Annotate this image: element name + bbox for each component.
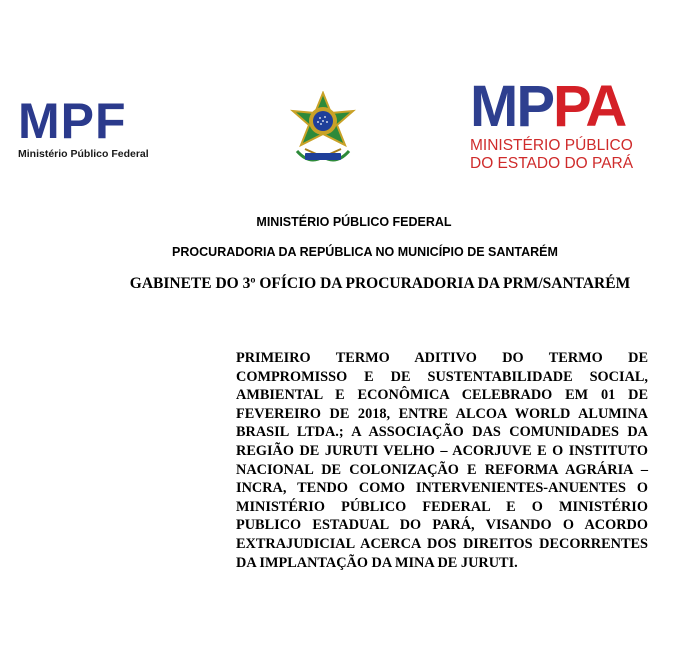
- mppa-logo-mp: MP: [470, 74, 553, 139]
- mppa-logo-pa: PA: [553, 74, 626, 139]
- heading-line-1: MINISTÉRIO PÚBLICO FEDERAL: [256, 215, 452, 229]
- mppa-logo: [470, 74, 670, 178]
- mppa-logo-letters: [470, 74, 670, 139]
- mpf-logo-letters: MPF: [18, 93, 127, 149]
- mpf-logo: [18, 93, 168, 166]
- mppa-logo-line2: DO ESTADO DO PARÁ: [470, 155, 634, 172]
- heading-line-3: GABINETE DO 3º OFÍCIO DA PROCURADORIA DA PRM/SANTARÉM: [129, 275, 631, 292]
- heading-line-2: PROCURADORIA DA REPÚBLICA NO MUNICÍPIO DE SANTARÉM: [172, 245, 558, 259]
- mpf-logo-subtitle: Ministério Público Federal: [18, 148, 149, 160]
- brazil-coat-of-arms-icon: [283, 91, 363, 171]
- mppa-logo-line1: MINISTÉRIO PÚBLICO: [470, 137, 633, 154]
- document-summary: PRIMEIRO TERMO ADITIVO DO TERMO DE COMPROMISSO E DE SUSTENTABILIDADE SOCIAL, AMBIENTAL E ECONÔMICA CELEBRADO EM 01 DE FEVEREIRO DE 2018, ENTRE ALCOA WORLD ALUMINA BRASIL LTDA.; A ASSOCIAÇÃO DAS COMUNIDADES DA REGIÃO DE JURUTI VELHO – ACORJUVE E O INSTITUTO NACIONAL DE COLONIZAÇÃO E REFORMA AGRÁRIA – INCRA, TENDO COMO INTERVENIENTES-ANUENTES O MINISTÉRIO PÚBLICO FEDERAL E O MINISTÉRIO PUBLICO ESTADUAL DO PARÁ, VISANDO O ACORDO EXTRAJUDICIAL ACERCA DOS DIREITOS DECORRENTES DA IMPLANTAÇÃO DA MINA DE JURUTI.: [236, 350, 648, 571]
